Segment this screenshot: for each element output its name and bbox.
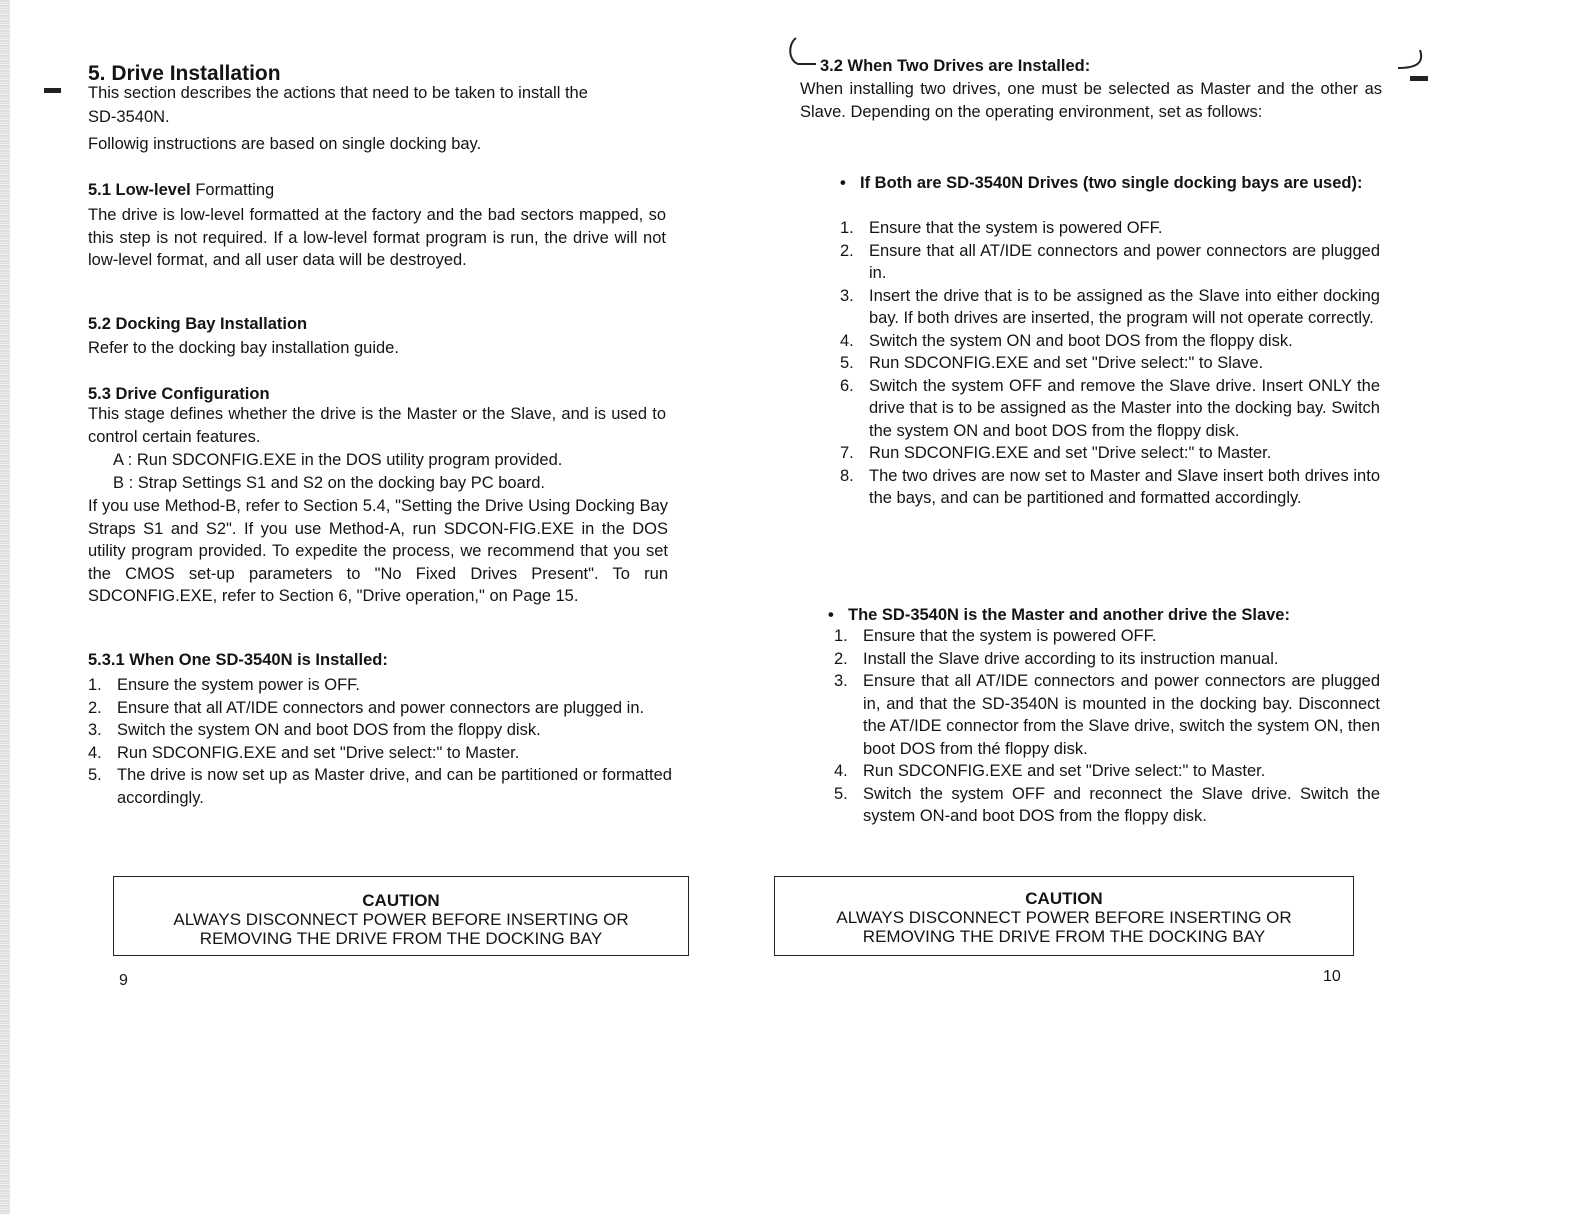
list-item: 5. The drive is now set up as Master drive, and can be partitioned or formatted accordingly.	[88, 766, 672, 807]
caution-title: CAUTION	[362, 891, 440, 910]
caution-line-2: REMOVING THE DRIVE FROM THE DOCKING BAY	[199, 929, 603, 948]
list-item: 4. Run SDCONFIG.EXE and set "Drive select:" to Master.	[88, 743, 520, 762]
case-a-title: • If Both are SD-3540N Drives (two single docking bays are used):	[840, 174, 1363, 192]
list-item: 1. Ensure the system power is OFF.	[88, 676, 360, 694]
steps-5-3-1	[88, 674, 672, 809]
scan-edge	[0, 0, 10, 1214]
caution-line-1: ALWAYS DISCONNECT POWER BEFORE INSERTING OR	[173, 910, 629, 929]
list-item: 1. Ensure that the system is powered OFF.	[840, 219, 1163, 237]
list-item: 3. Switch the system ON and boot DOS from the floppy disk.	[88, 721, 541, 739]
caution-line-1: ALWAYS DISCONNECT POWER BEFORE INSERTING OR	[836, 908, 1292, 927]
page-number: 10	[1323, 968, 1341, 985]
option-b: B : Strap Settings S1 and S2 on the docking bay PC board.	[113, 474, 546, 492]
list-item: 2. Ensure that all AT/IDE connectors and power connectors are plugged in.	[840, 241, 1380, 282]
intro-3-2: When installing two drives, one must be selected as Master and the other as Slave. Depending on the operating environment, set as follows:	[800, 80, 1382, 121]
intro-line-3: Followig instructions are based on single docking bay.	[88, 135, 482, 153]
corner-mark-icon	[1392, 48, 1432, 88]
list-item: 6. Switch the system OFF and remove the Slave drive. Insert ONLY the drive that is to be assigned as the Master into the docking bay. Switch the system ON and boot DOS from the floppy disk.	[840, 376, 1380, 440]
hole-punch-mark-icon	[786, 34, 820, 72]
section-title: 5. Drive Installation	[88, 62, 281, 85]
bullet-icon: •	[828, 606, 834, 624]
text-5-2: Refer to the docking bay installation guide.	[88, 339, 399, 357]
list-item: 2. Ensure that all AT/IDE connectors and power connectors are plugged in.	[88, 698, 645, 717]
heading-5-1-num: 5.1	[88, 181, 111, 199]
heading-5-1-rest: Formatting	[195, 181, 275, 199]
list-item: 5. Switch the system OFF and reconnect the Slave drive. Switch the system ON-and boot DOS from the floppy disk.	[834, 784, 1380, 825]
margin-mark	[44, 88, 61, 93]
heading-5-1-bold: Low-level	[115, 181, 191, 199]
caution-box	[774, 876, 1354, 956]
caution-line-2: REMOVING THE DRIVE FROM THE DOCKING BAY	[862, 927, 1266, 946]
heading-5-3: 5.3 Drive Configuration	[88, 385, 270, 403]
heading-5-1	[88, 181, 274, 200]
list-item: 2. Install the Slave drive according to its instruction manual.	[834, 649, 1279, 668]
caution-title: CAUTION	[1025, 889, 1103, 908]
list-item: 3. Ensure that all AT/IDE connectors and power connectors are plugged in, and that the SD-3540N is mounted in the docking bay. Disconnect the AT/IDE connector from the Slave drive, switch the system ON, then boot DOS from thé floppy disk.	[834, 672, 1380, 758]
list-item: 4. Run SDCONFIG.EXE and set "Drive select:" to Master.	[834, 762, 1266, 780]
bullet-icon: •	[840, 174, 846, 192]
text-5-3: This stage defines whether the drive is the Master or the Slave, and is used to control certain features.	[88, 405, 666, 446]
list-item: 3. Insert the drive that is to be assigned as the Slave into either docking bay. If both drives are inserted, the program will not operate correctly.	[840, 286, 1380, 327]
case-a-bullet	[840, 172, 1382, 194]
intro-line-1: This section describes the actions that need to be taken to install the	[88, 84, 588, 102]
text-5-1: The drive is low-level formatted at the factory and the bad sectors mapped, so this step is not required. If a low-level format program is run, the drive will not low-level format, and all user data will be destroyed.	[88, 206, 666, 269]
heading-5-3-1: 5.3.1 When One SD-3540N is Installed:	[88, 651, 388, 669]
intro-line-2: SD-3540N.	[88, 108, 170, 126]
list-item: 8. The two drives are now set to Master and Slave insert both drives into the bays, and can be partitioned and formatted accordingly.	[840, 466, 1380, 507]
list-item: 7. Run SDCONFIG.EXE and set "Drive select:" to Master.	[840, 444, 1272, 462]
case-b-title: • The SD-3540N is the Master and another drive the Slave:	[828, 606, 1290, 624]
heading-3-2: 3.2 When Two Drives are Installed:	[820, 57, 1091, 75]
case-b-steps	[834, 625, 1380, 828]
case-a-steps	[840, 217, 1380, 510]
page-number: 9	[119, 972, 128, 989]
caution-box	[113, 876, 689, 956]
list-item: 1. Ensure that the system is powered OFF.	[834, 627, 1157, 645]
text-5-3-methods: If you use Method-B, refer to Section 5.4, "Setting the Drive Using Docking Bay Straps S1 and S2". If you use Method-A, run SDCON-FIG.EXE in the DOS utility program provided. To expedite the process, we recommend that you set the CMOS set-up parameters to "No Fixed Drives Present". To run SDCONFIG.EXE, refer to Section 6, "Drive operation," on Page 15.	[88, 497, 668, 605]
list-item: 4. Switch the system ON and boot DOS from the floppy disk.	[840, 331, 1293, 350]
heading-5-2: 5.2 Docking Bay Installation	[88, 315, 308, 333]
list-item: 5. Run SDCONFIG.EXE and set "Drive select:" to Slave.	[840, 354, 1264, 372]
option-a: A : Run SDCONFIG.EXE in the DOS utility program provided.	[113, 451, 563, 469]
